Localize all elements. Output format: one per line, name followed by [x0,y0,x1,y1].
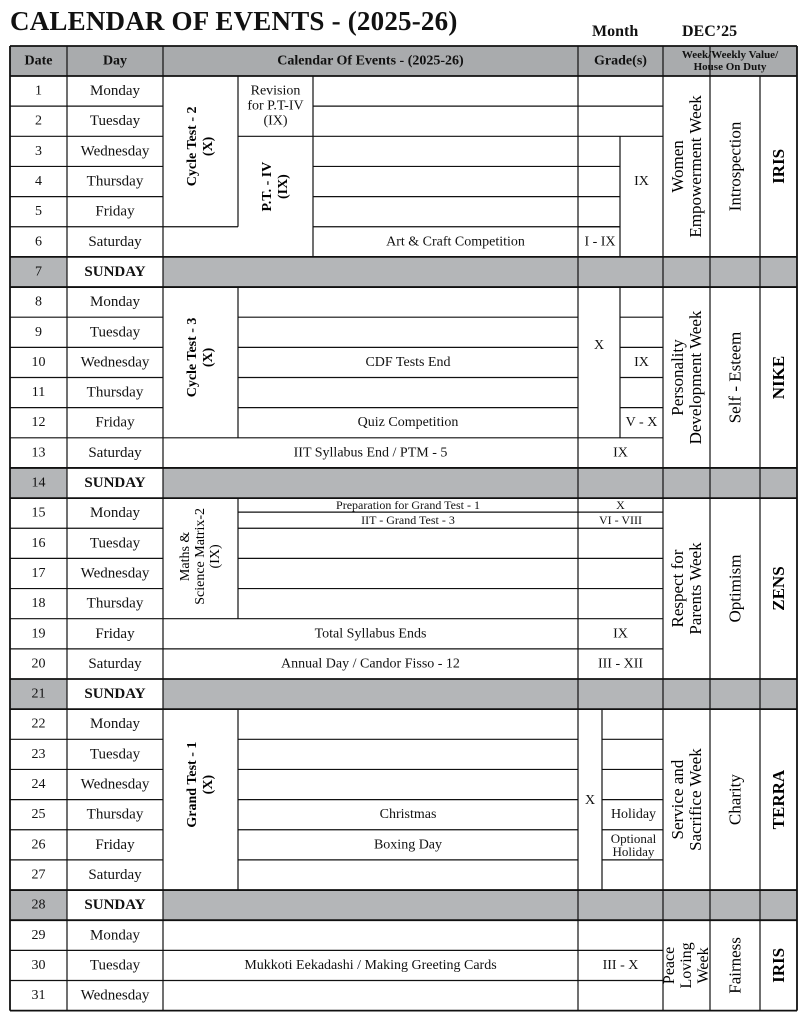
day-cell: Wednesday [80,565,150,582]
date-cell: 10 [31,354,46,370]
house-on-duty [769,149,788,184]
pt-iv-label-line: P.T. - IV [260,161,276,212]
maths-science-label-line: Maths & [178,531,193,582]
day-cell: Thursday [86,173,144,190]
maths-science-label-line: Science Matrix-2 [193,508,208,605]
house-on-duty [769,356,788,399]
weekly-value [726,774,745,825]
mukkoti-label: Mukkoti Eekadashi / Making Greeting Cards [244,957,497,973]
day-cell: Wednesday [80,354,150,371]
art-craft-label: Art & Craft Competition [386,234,525,250]
cycle-test-3-label-line: Cycle Test - 3 [185,317,201,398]
date-cell: 25 [31,807,46,823]
day-cell: Tuesday [89,324,141,341]
day-cell: SUNDAY [84,263,146,280]
total-syllabus-grade: IX [613,626,628,642]
house-on-duty-line: NIKE [769,355,788,400]
date-cell: 8 [35,294,42,310]
month-label: Month [592,23,639,40]
date-cell: 13 [31,445,46,461]
week-name [661,942,712,988]
header-grades: Grade(s) [594,53,647,69]
week-name-line: Sacrifice Week [685,748,705,851]
day-cell: Monday [90,716,140,733]
house-on-duty [769,566,788,610]
day-cell: Saturday [88,866,142,883]
date-cell: 15 [31,505,46,521]
iit-grand-test-label: IIT - Grand Test - 3 [361,513,455,528]
house-on-duty [769,948,788,983]
date-cell: 28 [31,897,46,913]
annual-day-grade: III - XII [597,656,644,672]
day-cell: Monday [90,83,140,100]
week-name [668,542,705,635]
month-value: DEC’25 [682,23,738,40]
boxing-day-label: Boxing Day [373,837,443,853]
day-cell: Wednesday [80,143,150,160]
day-cell: Thursday [86,595,144,612]
week-name-line: Service and [668,759,688,840]
grade-label: X [584,793,596,809]
date-cell: 20 [31,656,46,672]
weekly-value [726,332,745,424]
header-week: House On Duty [693,61,767,73]
date-cell: 23 [31,746,46,762]
day-cell: Tuesday [89,113,141,130]
day-cell: SUNDAY [84,897,146,914]
cdf-grade: IX [634,354,649,370]
date-cell: 16 [31,535,46,551]
pt-iv-label-line: (IX) [275,174,291,200]
week-name [668,748,705,851]
cycle-test-3-label [185,318,216,398]
week-name-line: Parents Week [685,542,705,635]
grand-test-1-label-line: Grand Test - 1 [185,741,201,828]
week-name-line: Personality [668,339,688,416]
grade-label: X [593,337,605,353]
revision-label: Revision [250,83,301,99]
mukkoti-grade: III - X [602,957,639,973]
weekly-value-line: Fairness [725,937,745,994]
cdf-tests-label: CDF Tests End [365,354,451,370]
weekly-value [726,937,745,994]
date-cell: 5 [35,204,42,220]
date-cell: 26 [31,837,46,853]
weekly-value [726,121,745,211]
house-on-duty-line: IRIS [769,148,788,184]
revision-label: for P.T-IV [247,98,304,114]
cycle-test-2-label [185,107,216,187]
pt-iv-label [260,162,291,212]
day-cell: Monday [90,927,140,944]
prep-grand-grade: X [616,498,625,513]
quiz-label: Quiz Competition [357,415,459,431]
cycle-test-2-label-line: (X) [200,136,216,157]
grade-label: IX [634,174,649,190]
boxing-note: Optional [610,830,657,846]
weekly-value-line: Optimism [725,554,745,623]
header-day: Day [102,53,128,69]
date-cell: 2 [35,113,42,129]
week-name [668,95,705,238]
christmas-note: Holiday [610,807,657,823]
day-cell: Tuesday [89,746,141,763]
quiz-grade: V - X [625,415,658,431]
date-cell: 7 [35,264,42,280]
weekly-value [726,555,745,623]
date-cell: 14 [31,475,46,491]
header-week: Week/Weekly Value/ [681,49,779,61]
date-cell: 31 [31,988,46,1004]
cycle-test-2-label-line: Cycle Test - 2 [185,106,201,187]
day-cell: Saturday [88,444,142,461]
week-name-line: Peace [661,946,679,985]
day-cell: Monday [90,294,140,311]
date-cell: 27 [31,867,46,883]
day-cell: Saturday [88,655,142,672]
date-cell: 24 [31,777,46,793]
maths-science-label [178,508,223,605]
day-cell: Tuesday [89,535,141,552]
boxing-note: Holiday [612,843,655,859]
total-syllabus-label: Total Syllabus Ends [314,626,427,642]
iit-grand-grade: VI - VIII [598,513,643,528]
art-craft-grade: I - IX [584,234,616,250]
revision-label: (IX) [263,113,288,129]
header-events: Calendar Of Events - (2025-26) [277,53,464,69]
week-name-line: Development Week [685,310,705,445]
date-cell: 19 [31,626,46,642]
date-cell: 21 [31,686,46,702]
day-cell: Tuesday [89,957,141,974]
grand-test-1-label-line: (X) [200,774,216,795]
grand-test-1-label [185,742,216,828]
date-cell: 9 [35,324,42,340]
maths-science-label-line: (IX) [208,544,223,569]
week-name [668,310,705,444]
day-cell: SUNDAY [84,686,146,703]
house-on-duty-line: TERRA [769,769,788,830]
day-cell: Friday [95,414,135,431]
day-cell: Saturday [88,233,142,250]
date-cell: 6 [35,234,42,250]
week-name-line: Empowerment Week [685,95,705,238]
date-cell: 12 [31,415,46,431]
date-cell: 29 [31,927,46,943]
weekly-value-line: Introspection [725,121,745,212]
week-name-line: Women [668,140,688,193]
day-cell: SUNDAY [84,475,146,492]
header-date: Date [24,53,53,69]
day-cell: Wednesday [80,776,150,793]
prep-grand-test-label: Preparation for Grand Test - 1 [336,498,480,513]
date-cell: 22 [31,716,46,732]
iit-syllabus-label: IIT Syllabus End / PTM - 5 [293,445,448,461]
christmas-label: Christmas [379,807,437,823]
weekly-value-line: Self - Esteem [725,331,745,424]
day-cell: Friday [95,836,135,853]
day-cell: Friday [95,203,135,220]
page-title: CALENDAR OF EVENTS - (2025-26) [10,6,458,36]
house-on-duty [769,769,788,829]
day-cell: Thursday [86,806,144,823]
house-on-duty-line: ZENS [769,566,788,611]
day-cell: Wednesday [80,987,150,1004]
day-cell: Thursday [86,384,144,401]
date-cell: 3 [35,143,42,159]
cycle-test-3-label-line: (X) [200,347,216,368]
day-cell: Friday [95,625,135,642]
weekly-value-line: Charity [725,774,745,826]
week-name-line: Week [694,947,712,984]
date-cell: 1 [35,83,42,99]
date-cell: 18 [31,596,46,612]
week-name-line: Loving [678,942,695,989]
week-name-line: Respect for [668,549,688,628]
iit-syllabus-grade: IX [613,445,628,461]
date-cell: 11 [31,385,46,401]
annual-day-label: Annual Day / Candor Fisso - 12 [281,656,460,672]
date-cell: 30 [31,957,46,973]
day-cell: Monday [90,505,140,522]
date-cell: 4 [35,174,42,190]
date-cell: 17 [31,565,46,581]
house-on-duty-line: IRIS [769,947,788,983]
